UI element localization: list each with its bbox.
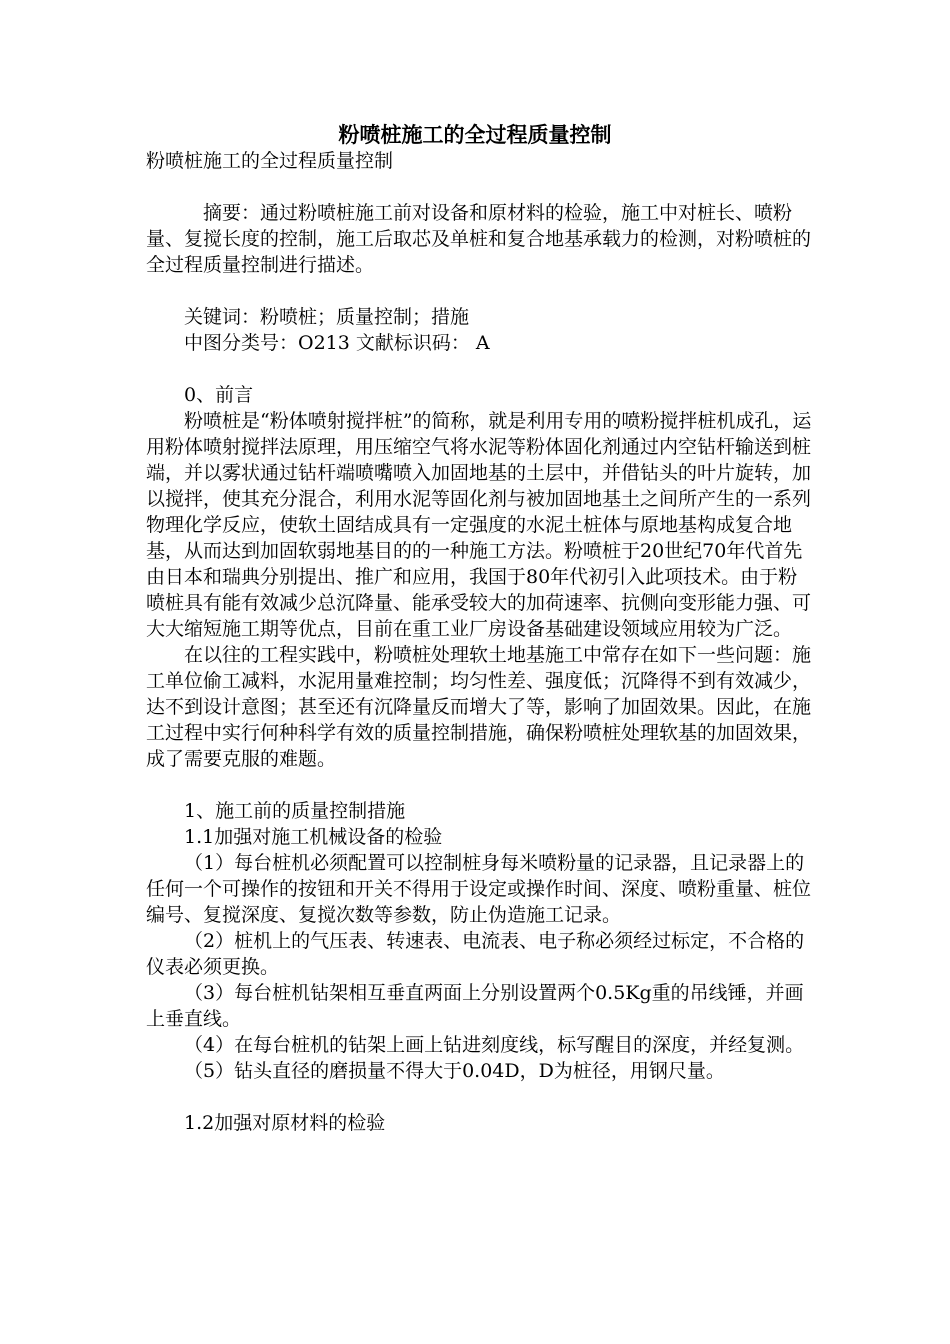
- document-body: [146, 148, 814, 1136]
- keywords-line: 关键词：粉喷桩；质量控制；措施: [184, 306, 470, 328]
- list-item-2: （2）桩机上的气压表、转速表、电流表、电子称必须经过标定，不合格的仪表必须更换。: [146, 930, 805, 978]
- classification-line: 中图分类号：O213 文献标识码： A: [184, 332, 490, 354]
- abstract-paragraph: 摘要：通过粉喷桩施工前对设备和原材料的检验，施工中对桩长、喷粉量、复搅长度的控制，施工后取芯及单桩和复合地基承载力的检测，对粉喷桩的全过程质量控制进行描述。: [146, 202, 812, 276]
- list-item-4: （4）在每台桩机的钻架上画上钻进刻度线，标写醒目的深度，并经复测。: [184, 1034, 805, 1056]
- spacer: [146, 278, 814, 304]
- section-heading-0: 0、前言: [184, 384, 254, 406]
- spacer: [146, 1084, 814, 1110]
- subsection-heading-1-2: 1.2加强对原材料的检验: [184, 1112, 386, 1134]
- list-item-3: （3）每台桩机钻架相互垂直两面上分别设置两个0.5Kg重的吊线锤，并画上垂直线。: [146, 982, 804, 1030]
- document-subtitle: 粉喷桩施工的全过程质量控制: [146, 150, 394, 172]
- spacer: [146, 356, 814, 382]
- subsection-heading-1-1: 1.1加强对施工机械设备的检验: [184, 826, 443, 848]
- document-title: 粉喷桩施工的全过程质量控制: [338, 122, 612, 147]
- section-heading-1: 1、施工前的质量控制措施: [184, 800, 406, 822]
- intro-paragraph-2: 在以往的工程实践中，粉喷桩处理软土地基施工中常存在如下一些问题：施工单位偷工减料，水泥用量难控制；均匀性差、强度低；沉降得不到有效减少，达不到设计意图；甚至还有沉降量反而增大了等，影响了加固效果。因此，在施工过程中实行何种科学有效的质量控制措施，确保粉喷桩处理软基的加固效果，成了需要克服的难题。: [146, 644, 812, 770]
- list-item-1: （1）每台桩机必须配置可以控制桩身每米喷粉量的记录器，且记录器上的任何一个可操作的按钮和开关不得用于设定或操作时间、深度、喷粉重量、桩位编号、复搅深度、复搅次数等参数，防止伪造施工记录。: [146, 852, 812, 926]
- spacer: [146, 772, 814, 798]
- spacer: [146, 174, 814, 200]
- list-item-5: （5）钻头直径的磨损量不得大于0.04D，D为桩径，用钢尺量。: [184, 1060, 725, 1082]
- intro-paragraph-1: 粉喷桩是“粉体喷射搅拌桩”的简称，就是利用专用的喷粉搅拌桩机成孔，运用粉体喷射搅拌法原理，用压缩空气将水泥等粉体固化剂通过内空钻杆输送到桩端，并以雾状通过钻杆端喷嘴喷入加固地基的土层中，并借钻头的叶片旋转，加以搅拌，使其充分混合，利用水泥等固化剂与被加固地基土之间所产生的一系列物理化学反应，使软土固结成具有一定强度的水泥土桩体与原地基构成复合地基，从而达到加固软弱地基目的的一种施工方法。粉喷桩于20世纪70年代首先由日本和瑞典分别提出、推广和应用，我国于80年代初引入此项技术。由于粉喷桩具有能有效减少总沉降量、能承受较大的加荷速率、抗侧向变形能力强、可大大缩短施工期等优点，目前在重工业厂房设备基础建设领域应用较为广泛。: [146, 410, 812, 640]
